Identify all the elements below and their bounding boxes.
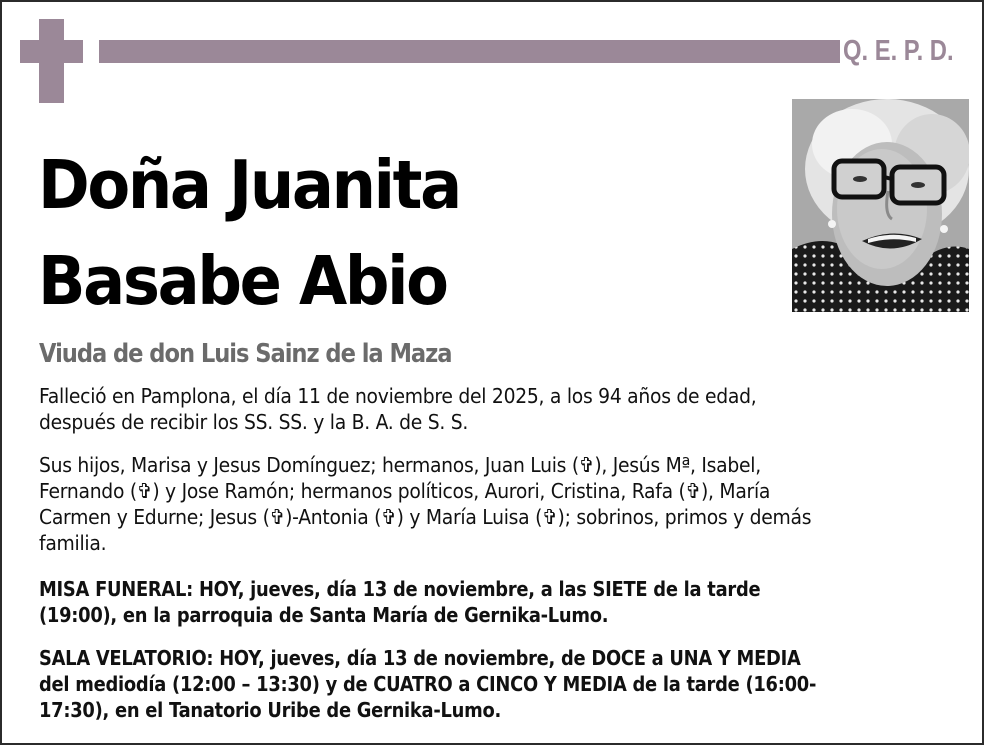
death-announcement-paragraph (39, 383, 969, 435)
text-line: Fernando (✞) y Jose Ramón; hermanos políticos, Aurori, Cristina, Rafa (✞), María (39, 479, 771, 503)
text-line: MISA FUNERAL: HOY, jueves, día 13 de noviembre, a las SIETE de la tarde (39, 577, 761, 601)
text-line: 17:30), en el Tanatorio Uribe de Gernika-Lumo. (39, 698, 502, 722)
qepd-label: Q. E. P. D. (843, 35, 954, 67)
deceased-portrait (792, 99, 969, 312)
text-line: Sus hijos, Marisa y Jesus Domínguez; hermanos, Juan Luis (✞), Jesús Mª, Isabel, (39, 453, 761, 477)
funeral-mass-paragraph (39, 576, 969, 628)
deceased-name (38, 137, 689, 329)
portrait-image (792, 99, 969, 312)
name-line-2: Basabe Abio (38, 242, 447, 320)
widow-of-subtitle: Viuda de don Luis Sainz de la Maza (39, 339, 452, 369)
header-divider-bar (99, 40, 840, 63)
name-line-1: Doña Juanita (38, 146, 460, 224)
text-line: familia. (39, 531, 107, 555)
family-paragraph (39, 452, 969, 556)
wake-room-paragraph (39, 645, 969, 723)
text-line: SALA VELATORIO: HOY, jueves, día 13 de noviembre, de DOCE a UNA Y MEDIA (39, 646, 801, 670)
text-line: del mediodía (12:00 – 13:30) y de CUATRO a CINCO Y MEDIA de la tarde (16:00- (39, 672, 817, 696)
text-line: (19:00), en la parroquia de Santa María de Gernika-Lumo. (39, 603, 609, 627)
text-line: después de recibir los SS. SS. y la B. A. de S. S. (39, 410, 469, 434)
cross-horizontal-bar (20, 40, 83, 63)
text-line: Carmen y Edurne; Jesus (✞)-Antonia (✞) y María Luisa (✞); sobrinos, primos y demás (39, 505, 812, 529)
text-line: Falleció en Pamplona, el día 11 de noviembre del 2025, a los 94 años de edad, (39, 384, 757, 408)
